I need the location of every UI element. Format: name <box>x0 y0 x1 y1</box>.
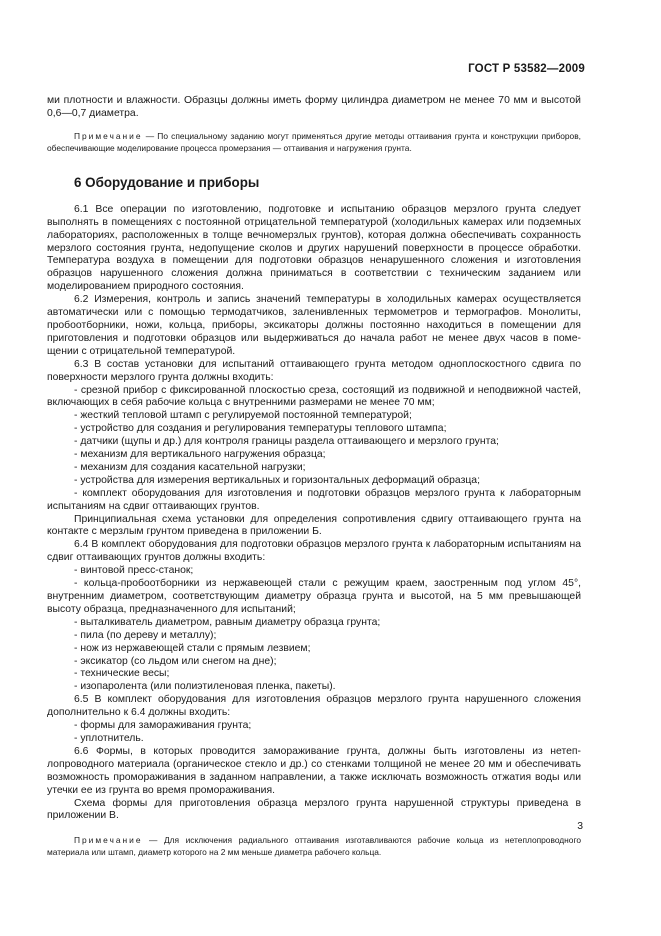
paragraph-6-2: 6.2 Измерения, контроль и запись значений температуры в холодильных камерах осуществляется автоматически или с помощью термодатчиков, заленивленных термометров и термографов. Монолиты, пробоотборники, ножи, кольца, приборы, эксикаторы должны постоянно находиться в помещении для приготовления и подготовки образцов или выдерживаться до начала работ не менее двух часов в помещении с отрицательной температурой. <box>47 294 581 357</box>
list-item: - пила (по дереву и металлу); <box>74 629 217 641</box>
note-2-text: — Для исключения радиального оттаивания изготавливаются рабочие кольца из нетеплопроводного материала или штамп, диаметр которого на 2 мм меньше диаметра рабочего кольца. <box>47 835 581 858</box>
forms-paragraph: Схема формы для приготовления образца мерзлого грунта нарушенной структуры приведена в приложении В. <box>47 797 581 822</box>
paragraph-6-5: 6.5 В комплект оборудования для изготовления образцов мерзлого грунта нарушенного сложения дополнительно к 6.4 должны входить: <box>47 694 581 719</box>
list-item: - нож из нержавеющей стали с прямым лезвием; <box>74 642 311 654</box>
list-item: - срезной прибор с фиксированной плоскостью среза, состоящий из подвижной и неподвижной частей, включающих в себя рабочие кольца с внутренними размерами не менее 70 мм; <box>47 384 581 409</box>
section-title: 6 Оборудование и приборы <box>74 174 260 190</box>
page-body <box>47 95 581 858</box>
paragraph-6-1: 6.1 Все операции по изготовлению, подготовке и испытанию образцов мерзлого грунта следует выполнять в помещениях с постоянной отрицательной температурой (холодильных камерах или подземных лабораториях, расположенных в толще вечномерзлых грунтов), которая должна обеспечивать сохранность мерзлого состояния грунта, недопущение сколов и других нарушений поверхности в процессе обработки. Температура воздуха в помещении для подготовки образцов ненарушенного сложения и изготовления образцов нарушенного сложения должна приниматься в соответствии с техническим заданием или моделированием природного состояния. <box>47 203 581 293</box>
list-item: - кольца-пробоотборники из нержавеющей стали с режущим краем, заостренным под углом 45°, внутренним диаметром, соответствующим диаметру образца грунта и высотой, на 5 мм превышающей высоту образца, предназначенного для испытаний; <box>47 578 581 615</box>
schema-paragraph: Принципиальная схема установки для определения сопротивления сдвигу оттаивающего грунта на контакте с мерзлым грунтом приведена в приложении Б. <box>47 513 581 538</box>
note-1 <box>47 130 581 154</box>
note-2 <box>47 834 581 858</box>
list-item: - изопаролента (или полиэтиленовая пленка, пакеты). <box>74 681 336 693</box>
list-item: - выталкиватель диаметром, равным диаметру образца грунта; <box>74 616 381 628</box>
list-item: - механизм для создания касательной нагрузки; <box>74 461 306 473</box>
list-item: - жесткий тепловой штамп с регулируемой постоянной температурой; <box>74 410 412 422</box>
list-item: - устройство для создания и регулирования температуры теплового штампа; <box>74 423 447 435</box>
list-item: - эксикатор (со льдом или снегом на дне); <box>74 655 277 667</box>
list-item: - винтовой пресс-станок; <box>74 565 194 577</box>
paragraph-6-4: 6.4 В комплект оборудования для подготовки образцов мерзлого грунта к лабораторным испытаниям на сдвиг оттаивающих грунтов должны входить: <box>47 539 581 564</box>
list-item: - датчики (щупы и др.) для контроля границы раздела оттаивающего и мерзлого грунта; <box>74 436 499 448</box>
note-1-text: — По специальному заданию могут применяться другие методы оттаивания грунта и конструкции приборов, обеспечивающие моделирование процесса промерзания — оттаивания и нагружения грунта. <box>47 130 581 153</box>
note-2-label: Примечание <box>74 835 143 846</box>
list-item: - формы для замораживания грунта; <box>74 720 252 732</box>
list-item: - комплект оборудования для изготовления и подготовки образцов мерзлого грунта к лабораторным испытаниям на сдвиг оттаивающих грунтов. <box>47 487 581 512</box>
note-1-label: Примечание <box>74 130 143 141</box>
paragraph-6-3: 6.3 В состав установки для испытаний оттаивающего грунта методом одноплоскостного сдвига по поверхности мерзлого грунта должны входить: <box>47 358 581 383</box>
list-item: - технические весы; <box>74 668 170 680</box>
intro-paragraph: ми плотности и влажности. Образцы должны иметь форму цилиндра диаметром не менее 70 мм и высотой 0,6—0,7 диаметра. <box>47 95 581 119</box>
list-item: - механизм для вертикального нагружения образца; <box>74 449 326 461</box>
paragraph-6-6: 6.6 Формы, в которых проводится замораживание грунта, должны быть изготовлены из нетеплопроводного материала (органическое стекло и др.) со стенками толщиной не менее 20 мм и обеспечивать возможность промораживания в заданном направлении, а также исключать возможность отжатия воды или утечки ее из грунта во время промораживания. <box>47 745 581 796</box>
document-number: ГОСТ Р 53582—2009 <box>468 63 585 75</box>
list-item: - устройства для измерения вертикальных и горизонтальных деформаций образца; <box>74 474 480 486</box>
page-number: 3 <box>577 821 583 832</box>
list-item: - уплотнитель. <box>74 732 144 744</box>
